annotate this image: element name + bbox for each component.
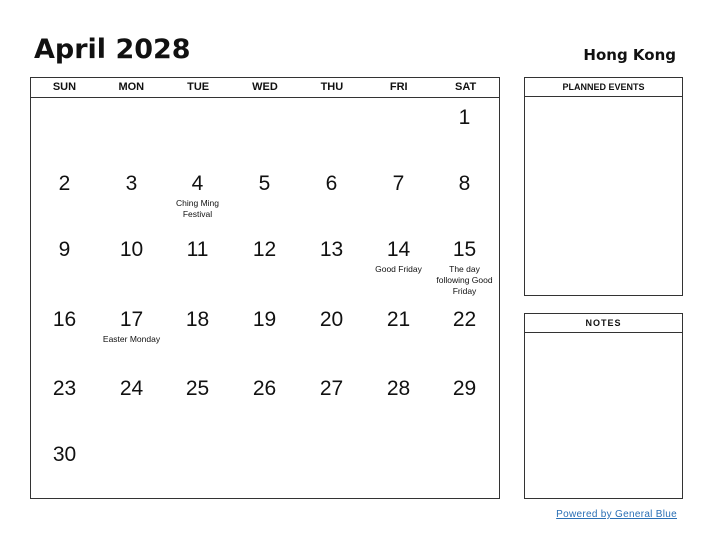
day-number: 24 bbox=[119, 377, 144, 400]
day-cell bbox=[231, 236, 298, 264]
weekday-header bbox=[31, 78, 499, 98]
day-cell bbox=[98, 306, 165, 345]
planned-events-title: PLANNED EVENTS bbox=[525, 78, 682, 97]
holiday-label: Easter Monday bbox=[102, 334, 161, 344]
day-cell bbox=[98, 236, 165, 264]
day-number: 26 bbox=[252, 377, 277, 400]
day-number: 27 bbox=[319, 377, 344, 400]
day-cell bbox=[231, 170, 298, 198]
day-number: 14 bbox=[386, 238, 411, 261]
day-number: 28 bbox=[386, 377, 411, 400]
day-cell bbox=[164, 236, 231, 264]
holiday-label: The day following Good Friday bbox=[436, 264, 493, 296]
day-number: 23 bbox=[52, 377, 77, 400]
day-cell bbox=[31, 236, 98, 264]
day-cell bbox=[31, 170, 98, 198]
day-cell bbox=[31, 441, 98, 469]
day-number: 15 bbox=[452, 238, 477, 261]
day-number: 21 bbox=[386, 308, 411, 331]
day-number: 18 bbox=[185, 308, 210, 331]
day-cell bbox=[98, 170, 165, 198]
day-cell bbox=[98, 375, 165, 403]
day-number: 16 bbox=[52, 308, 77, 331]
day-cell bbox=[365, 236, 432, 275]
day-cell bbox=[31, 375, 98, 403]
day-cell bbox=[431, 170, 498, 198]
day-number: 3 bbox=[125, 172, 138, 195]
weekday-mon: MON bbox=[118, 81, 145, 93]
day-cell bbox=[231, 306, 298, 334]
weekday-tue: TUE bbox=[187, 81, 210, 93]
day-number: 8 bbox=[458, 172, 471, 195]
day-cell bbox=[365, 306, 432, 334]
day-number: 2 bbox=[58, 172, 71, 195]
day-number: 25 bbox=[185, 377, 210, 400]
weekday-fri: FRI bbox=[389, 81, 408, 93]
powered-by-link[interactable]: Powered by General Blue bbox=[556, 509, 677, 520]
day-number: 10 bbox=[119, 238, 144, 261]
day-cell bbox=[431, 375, 498, 403]
day-cell bbox=[164, 306, 231, 334]
day-cell bbox=[298, 236, 365, 264]
day-number: 12 bbox=[252, 238, 277, 261]
weekday-wed: WED bbox=[252, 81, 278, 93]
day-number: 17 bbox=[119, 308, 144, 331]
day-number: 1 bbox=[458, 106, 471, 129]
day-cell bbox=[431, 104, 498, 132]
day-number: 11 bbox=[186, 238, 209, 261]
day-number: 19 bbox=[252, 308, 277, 331]
day-number: 22 bbox=[452, 308, 477, 331]
day-cell bbox=[431, 236, 498, 297]
weekday-sun: SUN bbox=[52, 81, 77, 93]
day-number: 30 bbox=[52, 443, 77, 466]
day-number: 20 bbox=[319, 308, 344, 331]
planned-events-panel bbox=[524, 77, 683, 296]
notes-panel bbox=[524, 313, 683, 499]
region-label: Hong Kong bbox=[583, 46, 676, 64]
weekday-sat: SAT bbox=[454, 81, 477, 93]
weekday-thu: THU bbox=[320, 81, 344, 93]
day-number: 13 bbox=[319, 238, 344, 261]
holiday-label: Ching Ming Festival bbox=[176, 198, 219, 219]
day-cell bbox=[298, 375, 365, 403]
day-number: 7 bbox=[392, 172, 405, 195]
day-number: 4 bbox=[191, 172, 204, 195]
calendar-grid bbox=[30, 77, 500, 499]
day-cell bbox=[298, 170, 365, 198]
day-cell bbox=[365, 170, 432, 198]
day-cell bbox=[431, 306, 498, 334]
day-cell bbox=[164, 170, 231, 220]
day-cell bbox=[231, 375, 298, 403]
day-cell bbox=[31, 306, 98, 334]
holiday-label: Good Friday bbox=[375, 264, 422, 274]
page-title: April 2028 bbox=[34, 34, 191, 65]
day-cell bbox=[365, 375, 432, 403]
notes-title: NOTES bbox=[525, 314, 682, 333]
day-number: 5 bbox=[258, 172, 271, 195]
day-number: 9 bbox=[58, 238, 71, 261]
day-cell bbox=[164, 375, 231, 403]
day-number: 6 bbox=[325, 172, 338, 195]
day-number: 29 bbox=[452, 377, 477, 400]
day-cell bbox=[298, 306, 365, 334]
